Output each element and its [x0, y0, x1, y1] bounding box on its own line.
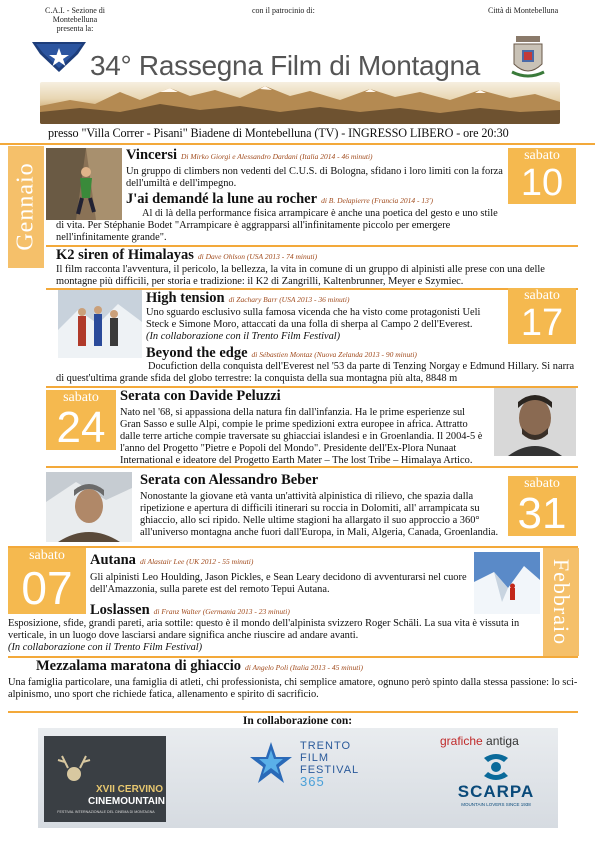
film-desc-loslassen: Esposizione, sfide, grandi pareti, aria sottile: questo è il mondo dell'alpinista svizzero Roger Schäli. La sua vita è vissuta in verticale, in un luogo dove lasciarsi andare significa anche riuscire ad andare avanti. (In collaborazione con il Trento Film Festival)	[8, 618, 520, 653]
film-desc-autana: Gli alpinisti Leo Houlding, Jason Pickles, e Sean Leary decidono di avventurarsi nel cuore dell'Amazzonia, sulla parete est del remoto Tepui Autana.	[90, 572, 467, 595]
film-title-k2: K2 siren of Himalayas di Dave Ohlson (USA 2013 - 74 minuti)	[56, 247, 318, 263]
scarpa-tagline: MOUNTAIN LOVERS SINCE 1938	[461, 802, 531, 807]
film-title-autana: Autana di Alastair Lee (UK 2012 - 55 minuti)	[90, 552, 254, 568]
date-17: sabato 17	[508, 288, 576, 344]
film-title-mezzalama: Mezzalama maratona di ghiaccio di Angelo Poli (Italia 2013 - 45 minuti)	[36, 658, 363, 674]
january-label: Gennaio	[12, 161, 39, 251]
cinemountain-name: CINEMOUNTAIN	[88, 796, 166, 807]
grafiche-antiga-logo: grafiche antiga	[440, 734, 519, 748]
film-desc-k2: Il film racconta l'avventura, il pericolo, la bellezza, la vita in comune di un gruppo di alpinisti alle prese con una delle montagne più difficili, per storia e tradizione: il K2 di Zangrilli, Kaltenbrunner, Meyer e Szymiec.	[56, 264, 545, 287]
divider	[46, 466, 578, 468]
film-desc-beber: Nonostante la giovane età vanta un'attività alpinistica di rilievo, che spazia dalla ripetizione e apertura di difficili itinerari su roccia in Dolomiti, all' arrampicata su ghiaccio, allo sci ripido. Nelle ultime stagioni ha allargato il suo approccio a 360° all'universo montagna anche fuori dall'Europa, in Mali, Algeria, Canada, Groenlandia.	[140, 491, 499, 538]
film-title-lune: J'ai demandé la lune au rocher di B. Delapierre (Francia 2014 - 13')	[126, 191, 433, 207]
venue-info: presso "Villa Correr - Pisani" Biadene di Montebelluna (TV) - INGRESSO LIBERO - ore 20:30	[48, 126, 509, 140]
cervino-logo	[44, 736, 166, 822]
february-label: Febbraio	[549, 558, 575, 646]
sherpa-photo	[58, 290, 142, 358]
film-desc-mezzalama: Una famiglia particolare, una famiglia di atleti, chi professionista, chi semplice amatore, ognuno però spinto dalla stessa passione: lo sci-alpinismo, uno sport che richiede fatica, allenamento e spirito di sacrificio.	[8, 677, 578, 700]
city-name: Città di Montebelluna	[488, 6, 559, 15]
divider	[8, 546, 578, 548]
film-desc-peluzzi: Nato nel '68, si appassiona della natura fin dall'infanzia. Ha le prime esperienze sul Gran Sasso e sulle Alpi, compie le prime spedizioni extra europee in africa. Attratto dalle terre artiche compie traversate su ghiacciai islandesi e in Groenlandia. Il 2004-5 è l'anno del Progetto "Pietre e Popoli del Mondo". Presidente dell'Ex-Plora Nunaat International e ideatore del Progetto Earth Mater – The lost Tribe – Himalaya Artico.	[120, 407, 483, 466]
cervino-subtitle: FESTIVAL INTERNAZIONALE DEL CINEMA DI MONTAGNA	[57, 810, 155, 814]
scarpa-name: SCARPA	[457, 782, 535, 801]
date-31: sabato 31	[508, 476, 576, 536]
divider	[8, 711, 578, 713]
cai-logo	[30, 34, 88, 74]
film-desc-lune: Al di là della performance fisica arrampicare è anche una poetica del gesto e uno stile di vita. Per Stéphanie Bodet "Arrampicare è aggrapparsi all'infinitamente piccolo per emergere nell'infinitamente grande".	[56, 208, 498, 243]
scarpa-icon	[476, 752, 516, 782]
trento-film-festival: TRENTO FILM FESTIVAL 365	[300, 740, 360, 789]
cai-header	[30, 6, 120, 33]
autana-photo	[474, 552, 540, 614]
beber-photo	[46, 472, 132, 542]
divider	[0, 143, 595, 145]
cai-presents: presenta la:	[56, 24, 94, 33]
date-10: sabato 10	[508, 148, 576, 204]
peluzzi-photo	[494, 388, 576, 456]
film-title-vincersi: Vincersi Di Mirko Giorgi e Alessandro Dardani (Italia 2014 - 46 minuti)	[126, 147, 373, 163]
film-title-beber: Serata con Alessandro Beber	[140, 472, 319, 488]
film-title-peluzzi: Serata con Davide Peluzzi	[120, 388, 281, 404]
film-desc-high-tension: Uno sguardo esclusivo sulla famosa vicenda che ha visto come protagonisti Ueli Steck e Simone Moro, attaccati da una folla di sherpa al Campo 2 dell'Everest. (In collaborazione con il Trento Film Festival)	[146, 307, 481, 342]
deer-icon	[54, 750, 94, 790]
trento-star-icon	[248, 740, 294, 786]
film-desc-beyond-edge: Docufiction della conquista dell'Everest nel '53 da parte di Tenzing Norgay e Edmund Hillary. Si narra di quest'ultima grande sfida del globo terrestre: la conquista della sua montagna più alta, 8848 m	[56, 361, 575, 384]
page-title: 34° Rassegna Film di Montagna	[90, 50, 481, 81]
film-desc-vincersi: Un gruppo di climbers non vedenti del C.U.S. di Bologna, sfidano i loro limiti con la forza dell'umiltà e dell'impegno.	[126, 166, 503, 189]
film-title-loslassen: Loslassen di Franz Walter (Germania 2013 - 23 minuti)	[90, 602, 290, 618]
cai-name: C.A.I. - Sezione di Montebelluna	[45, 6, 105, 24]
patronage-label: con il patrocinio di:	[252, 6, 315, 15]
january-band-gap	[8, 268, 44, 534]
date-07: sabato 07	[8, 548, 86, 614]
film-title-beyond-edge: Beyond the edge di Sébastien Montaz (Nuova Zelanda 2013 - 90 minuti)	[146, 345, 417, 361]
date-24: sabato 24	[46, 390, 116, 450]
collaboration-title: In collaborazione con:	[242, 715, 353, 727]
cervino-name: XVII CERVINO	[96, 784, 164, 795]
film-title-high-tension: High tension di Zachary Barr (USA 2013 - 36 minuti)	[146, 290, 350, 306]
city-crest	[510, 34, 546, 80]
mountain-panorama	[40, 82, 560, 124]
